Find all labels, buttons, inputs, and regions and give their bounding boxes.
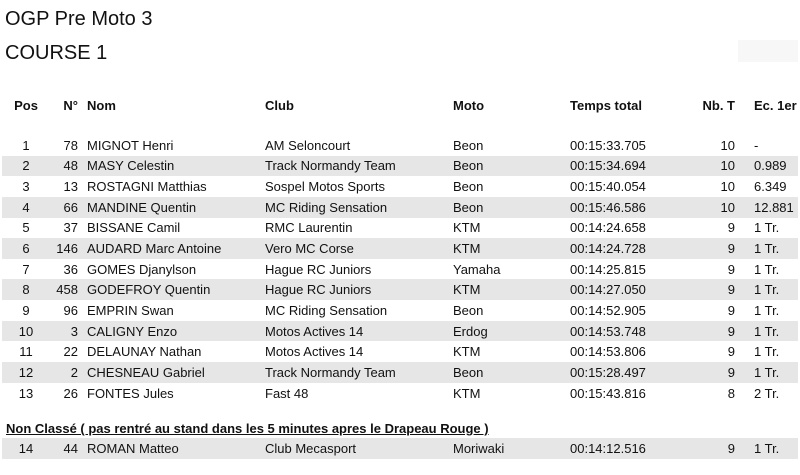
cell-num: 48 xyxy=(50,156,87,177)
cell-moto: Erdog xyxy=(453,321,570,342)
cell-ec: 1 Tr. xyxy=(742,362,798,383)
cell-pos: 14 xyxy=(2,438,50,459)
cell-moto: Beon xyxy=(453,135,570,156)
cell-moto: KTM xyxy=(453,383,570,404)
cell-nbt: 9 xyxy=(690,279,742,300)
cell-temps: 00:15:40.054 xyxy=(570,176,690,197)
cell-temps: 00:14:52.905 xyxy=(570,300,690,321)
cell-club: MC Riding Sensation xyxy=(265,197,453,218)
cell-nom: FONTES Jules xyxy=(87,383,265,404)
cell-pos: 8 xyxy=(2,279,50,300)
cell-temps: 00:14:12.516 xyxy=(570,438,690,459)
cell-club: Vero MC Corse xyxy=(265,238,453,259)
table-row xyxy=(2,321,798,342)
cell-num: 3 xyxy=(50,321,87,342)
cell-pos: 7 xyxy=(2,259,50,280)
cell-num: 146 xyxy=(50,238,87,259)
cell-nbt: 9 xyxy=(690,218,742,239)
table-row xyxy=(2,197,798,218)
cell-nom: ROSTAGNI Matthias xyxy=(87,176,265,197)
cell-pos: 1 xyxy=(2,135,50,156)
col-header-nbt: Nb. T xyxy=(702,97,735,113)
cell-club: MC Riding Sensation xyxy=(265,300,453,321)
cell-nom: MASY Celestin xyxy=(87,156,265,177)
cell-moto: Beon xyxy=(453,362,570,383)
cell-pos: 13 xyxy=(2,383,50,404)
cell-num: 2 xyxy=(50,362,87,383)
cell-num: 44 xyxy=(50,438,87,459)
cell-nbt: 9 xyxy=(690,362,742,383)
cell-nbt: 10 xyxy=(690,176,742,197)
cell-nom: BISSANE Camil xyxy=(87,218,265,239)
cell-nbt: 10 xyxy=(690,135,742,156)
cell-pos: 4 xyxy=(2,197,50,218)
faded-mark xyxy=(738,40,798,62)
cell-nom: GOMES Djanylson xyxy=(87,259,265,280)
cell-moto: Moriwaki xyxy=(453,438,570,459)
table-row xyxy=(2,300,798,321)
cell-ec: 1 Tr. xyxy=(742,300,798,321)
cell-num: 36 xyxy=(50,259,87,280)
cell-club: Motos Actives 14 xyxy=(265,341,453,362)
cell-pos: 5 xyxy=(2,218,50,239)
table-row xyxy=(2,135,798,156)
cell-ec: 12.881 xyxy=(742,197,798,218)
cell-nbt: 9 xyxy=(690,238,742,259)
cell-ec: 1 Tr. xyxy=(742,279,798,300)
cell-nom: EMPRIN Swan xyxy=(87,300,265,321)
cell-nom: CHESNEAU Gabriel xyxy=(87,362,265,383)
cell-ec: 1 Tr. xyxy=(742,238,798,259)
cell-pos: 12 xyxy=(2,362,50,383)
cell-ec: 1 Tr. xyxy=(742,341,798,362)
cell-num: 78 xyxy=(50,135,87,156)
cell-nom: AUDARD Marc Antoine xyxy=(87,238,265,259)
cell-temps: 00:14:25.815 xyxy=(570,259,690,280)
cell-temps: 00:14:53.748 xyxy=(570,321,690,342)
cell-ec: - xyxy=(742,135,798,156)
cell-nbt: 9 xyxy=(690,321,742,342)
table-row xyxy=(2,383,798,404)
cell-club: Hague RC Juniors xyxy=(265,259,453,280)
page-title: OGP Pre Moto 3 xyxy=(5,8,153,30)
cell-ec: 1 Tr. xyxy=(742,438,798,459)
table-row xyxy=(2,279,798,300)
cell-ec: 6.349 xyxy=(742,176,798,197)
results-table xyxy=(2,94,798,459)
col-header-club: Club xyxy=(265,97,294,113)
cell-moto: Beon xyxy=(453,176,570,197)
col-header-ec: Ec. 1er xyxy=(754,97,797,113)
table-row xyxy=(2,341,798,362)
cell-temps: 00:14:24.728 xyxy=(570,238,690,259)
cell-nom: CALIGNY Enzo xyxy=(87,321,265,342)
cell-temps: 00:14:24.658 xyxy=(570,218,690,239)
cell-pos: 9 xyxy=(2,300,50,321)
cell-nbt: 9 xyxy=(690,438,742,459)
non-classe-label: Non Classé ( pas rentré au stand dans les 5 minutes apres le Drapeau Rouge ) xyxy=(2,418,798,438)
cell-nom: MIGNOT Henri xyxy=(87,135,265,156)
cell-nbt: 9 xyxy=(690,259,742,280)
race-subtitle: COURSE 1 xyxy=(5,42,108,64)
cell-nbt: 10 xyxy=(690,156,742,177)
cell-num: 37 xyxy=(50,218,87,239)
cell-club: Motos Actives 14 xyxy=(265,321,453,342)
cell-club: AM Seloncourt xyxy=(265,135,453,156)
cell-club: RMC Laurentin xyxy=(265,218,453,239)
col-header-pos: Pos xyxy=(14,97,38,113)
cell-moto: Beon xyxy=(453,197,570,218)
cell-nbt: 10 xyxy=(690,197,742,218)
cell-club: Hague RC Juniors xyxy=(265,279,453,300)
cell-pos: 10 xyxy=(2,321,50,342)
cell-num: 458 xyxy=(50,279,87,300)
cell-temps: 00:15:33.705 xyxy=(570,135,690,156)
cell-ec: 0.989 xyxy=(742,156,798,177)
col-header-moto: Moto xyxy=(453,97,485,113)
table-row xyxy=(2,259,798,280)
cell-pos: 2 xyxy=(2,156,50,177)
cell-num: 66 xyxy=(50,197,87,218)
cell-pos: 3 xyxy=(2,176,50,197)
table-header-row xyxy=(2,94,798,116)
cell-temps: 00:15:43.816 xyxy=(570,383,690,404)
results-body xyxy=(2,116,798,459)
cell-club: Track Normandy Team xyxy=(265,156,453,177)
cell-temps: 00:15:46.586 xyxy=(570,197,690,218)
cell-ec: 1 Tr. xyxy=(742,259,798,280)
cell-num: 13 xyxy=(50,176,87,197)
cell-ec: 1 Tr. xyxy=(742,321,798,342)
cell-num: 26 xyxy=(50,383,87,404)
cell-num: 22 xyxy=(50,341,87,362)
cell-nom: ROMAN Matteo xyxy=(87,438,265,459)
col-header-nom: Nom xyxy=(87,97,116,113)
cell-temps: 00:15:28.497 xyxy=(570,362,690,383)
cell-moto: KTM xyxy=(453,218,570,239)
table-row xyxy=(2,218,798,239)
cell-nbt: 8 xyxy=(690,383,742,404)
table-row xyxy=(2,362,798,383)
cell-club: Fast 48 xyxy=(265,383,453,404)
table-row xyxy=(2,176,798,197)
cell-club: Track Normandy Team xyxy=(265,362,453,383)
non-classe-row xyxy=(2,418,798,438)
cell-moto: Yamaha xyxy=(453,259,570,280)
table-row xyxy=(2,438,798,459)
cell-temps: 00:14:27.050 xyxy=(570,279,690,300)
cell-num: 96 xyxy=(50,300,87,321)
cell-ec: 2 Tr. xyxy=(742,383,798,404)
cell-nom: GODEFROY Quentin xyxy=(87,279,265,300)
cell-ec: 1 Tr. xyxy=(742,218,798,239)
spacer-row xyxy=(2,116,798,135)
cell-nbt: 9 xyxy=(690,300,742,321)
table-row xyxy=(2,156,798,177)
table-row xyxy=(2,238,798,259)
cell-moto: KTM xyxy=(453,341,570,362)
cell-club: Club Mecasport xyxy=(265,438,453,459)
cell-nom: MANDINE Quentin xyxy=(87,197,265,218)
cell-moto: Beon xyxy=(453,156,570,177)
cell-nbt: 9 xyxy=(690,341,742,362)
cell-moto: KTM xyxy=(453,279,570,300)
col-header-num: N° xyxy=(63,97,78,113)
col-header-temps: Temps total xyxy=(570,97,642,113)
spacer-row xyxy=(2,403,798,418)
cell-moto: Beon xyxy=(453,300,570,321)
cell-pos: 11 xyxy=(2,341,50,362)
cell-club: Sospel Motos Sports xyxy=(265,176,453,197)
cell-temps: 00:15:34.694 xyxy=(570,156,690,177)
cell-moto: KTM xyxy=(453,238,570,259)
cell-pos: 6 xyxy=(2,238,50,259)
cell-nom: DELAUNAY Nathan xyxy=(87,341,265,362)
cell-temps: 00:14:53.806 xyxy=(570,341,690,362)
